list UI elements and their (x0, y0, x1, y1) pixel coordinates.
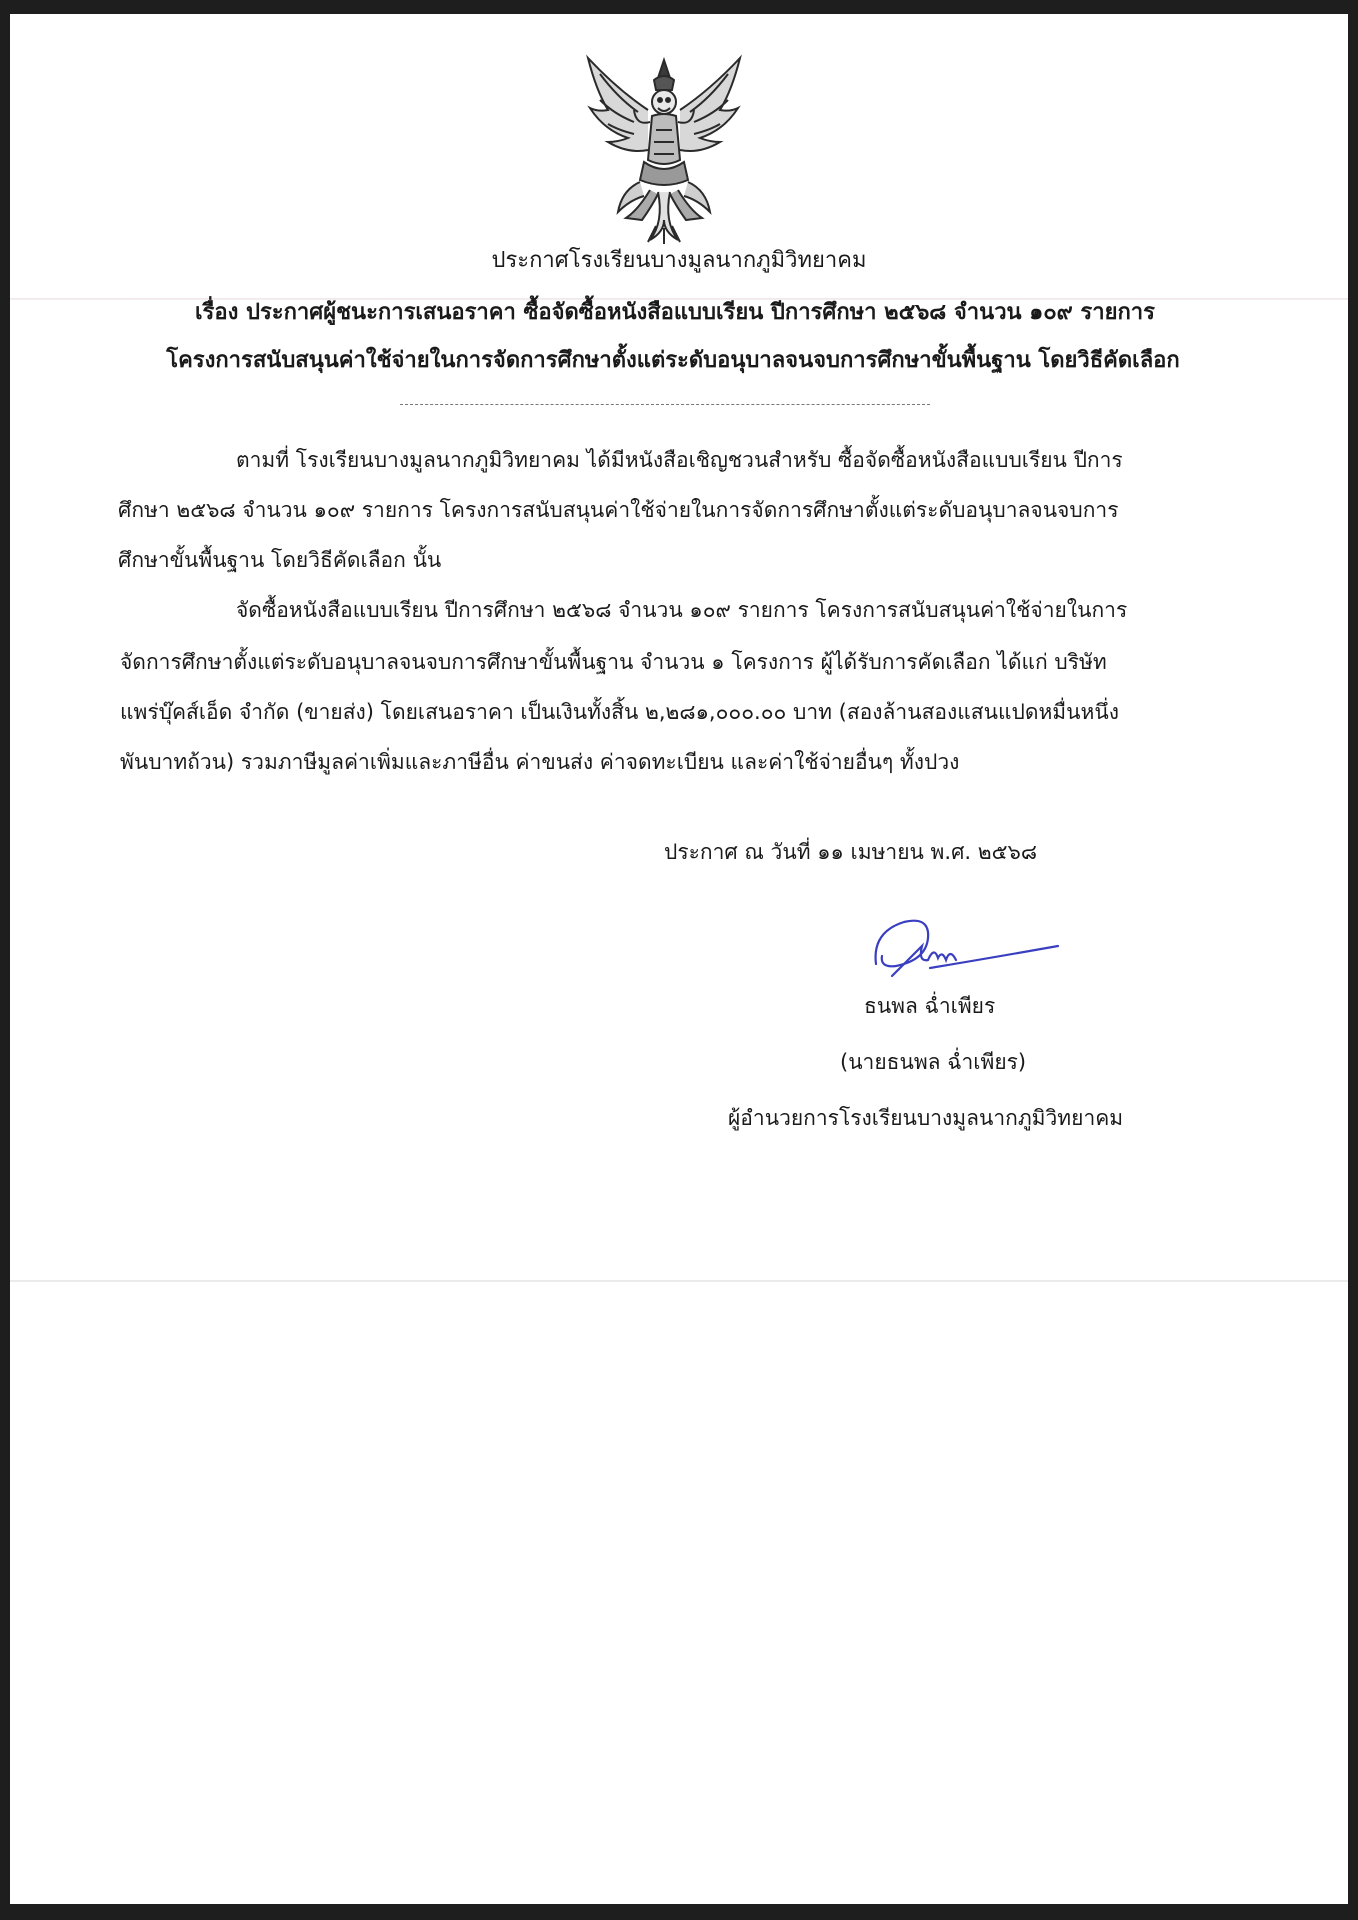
paragraph-line: พันบาทถ้วน) รวมภาษีมูลค่าเพิ่มและภาษีอื่น ค่าขนส่ง ค่าจดทะเบียน และค่าใช้จ่ายอื่นๆ ทั้งปวง (120, 750, 960, 774)
announcement-heading: ประกาศโรงเรียนบางมูลนากภูมิวิทยาคม (491, 248, 867, 273)
signer-position: ผู้อำนวยการโรงเรียนบางมูลนากภูมิวิทยาคม (728, 1106, 1124, 1130)
divider (400, 404, 930, 405)
signer-full-name: (นายธนพล ฉ่ำเพียร) (840, 1050, 1027, 1074)
garuda-emblem-icon (578, 50, 750, 246)
paragraph-line: จัดการศึกษาตั้งแต่ระดับอนุบาลจนจบการศึกษาขั้นพื้นฐาน จำนวน ๑ โครงการ ผู้ได้รับการคัดเลือก ได้แก่ บริษัท (120, 650, 1107, 674)
document-page (10, 14, 1348, 1904)
paragraph-line: ศึกษาขั้นพื้นฐาน โดยวิธีคัดเลือก นั้น (118, 548, 442, 572)
subject-line: โครงการสนับสนุนค่าใช้จ่ายในการจัดการศึกษาตั้งแต่ระดับอนุบาลจนจบการศึกษาขั้นพื้นฐาน โดยวิธีคัดเลือก (166, 348, 1180, 373)
paragraph-line: ตามที่ โรงเรียนบางมูลนากภูมิวิทยาคม ได้มีหนังสือเชิญชวนสำหรับ ซื้อจัดซื้อหนังสือแบบเรียน ปีการ (236, 448, 1123, 472)
signer-name: ธนพล ฉ่ำเพียร (864, 994, 996, 1018)
paragraph-line: แพร่บุ๊คส์เอ็ด จำกัด (ขายส่ง) โดยเสนอราคา เป็นเงินทั้งสิ้น ๒,๒๘๑,๐๐๐.๐๐ บาท (สองล้านสองแสนแปดหมื่นหนึ่ง (120, 700, 1119, 724)
paper-fold-line (10, 1280, 1348, 1282)
paragraph-line: ศึกษา ๒๕๖๘ จำนวน ๑๐๙ รายการ โครงการสนับสนุนค่าใช้จ่ายในการจัดการศึกษาตั้งแต่ระดับอนุบาลจนจบการ (118, 498, 1119, 522)
signature-icon (870, 902, 1070, 992)
subject-line: เรื่อง ประกาศผู้ชนะการเสนอราคา ซื้อจัดซื้อหนังสือแบบเรียน ปีการศึกษา ๒๕๖๘ จำนวน ๑๐๙ รายการ (195, 300, 1155, 325)
paragraph-line: จัดซื้อหนังสือแบบเรียน ปีการศึกษา ๒๕๖๘ จำนวน ๑๐๙ รายการ โครงการสนับสนุนค่าใช้จ่ายในการ (236, 598, 1128, 622)
announce-date: ประกาศ ณ วันที่ ๑๑ เมษายน พ.ศ. ๒๕๖๘ (664, 840, 1038, 864)
